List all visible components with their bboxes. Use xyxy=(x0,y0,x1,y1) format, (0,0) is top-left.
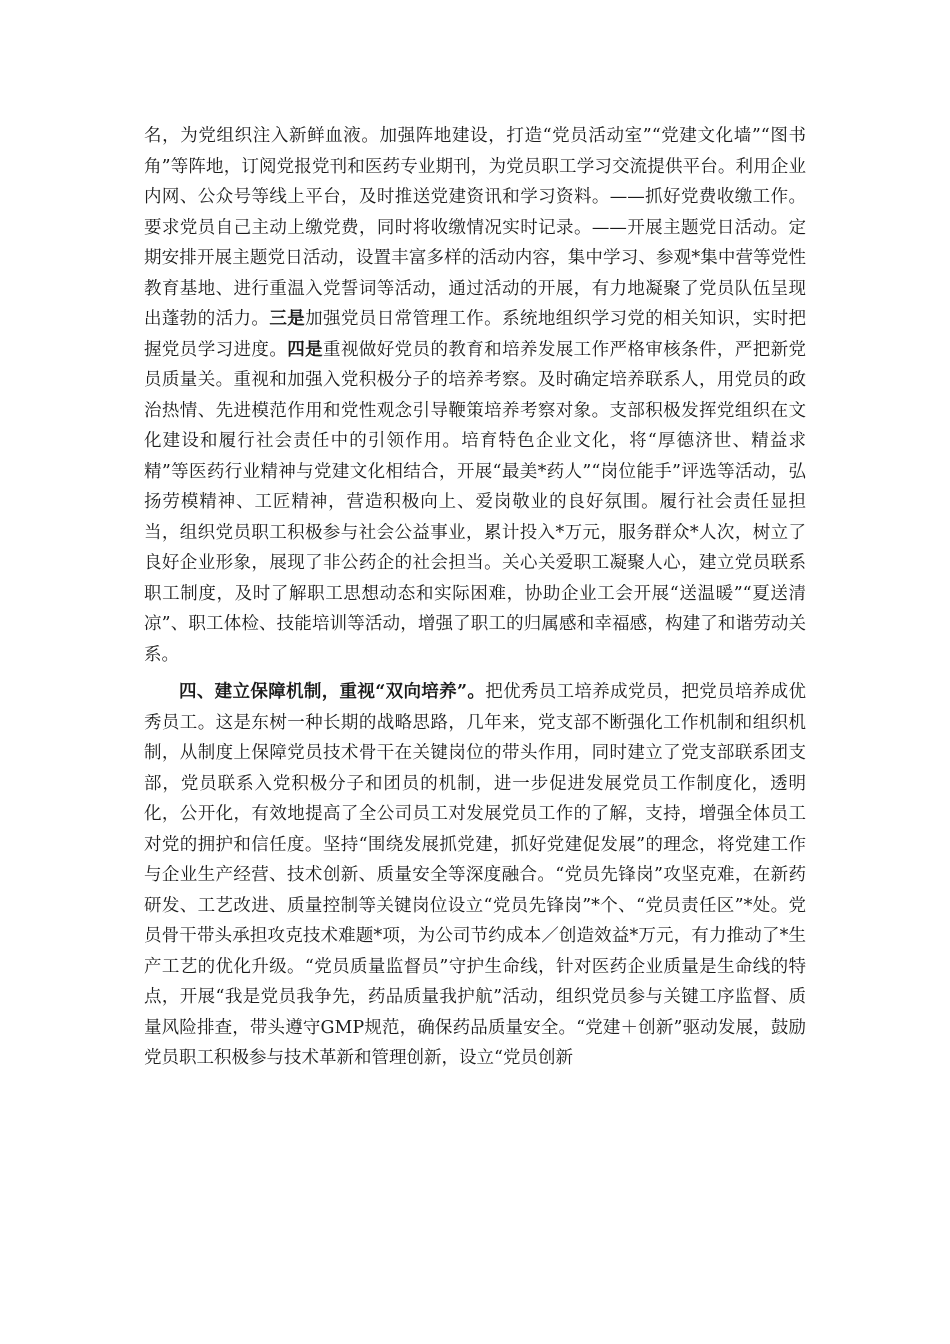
paragraph-text: 重视做好党员的教育和培养发展工作严格审核条件，严把新党员质量关。重视和加强入党积极分子的培养考察。及时确定培养联系人，用党员的政治热情、先进模范作用和党性观念引导鞭策培养考察对象。支部积极发挥党组织在文化建设和履行社会责任中的引领作用。培育特色企业文化，将“厚德济世、精益求精”等医药行业精神与党建文化相结合，开展“最美*药人”“岗位能手”评选等活动，弘扬劳模精神、工匠精神，营造积极向上、爱岗敬业的良好氛围。履行社会责任显担当，组织党员职工积极参与社会公益事业，累计投入*万元，服务群众*人次，树立了良好企业形象，展现了非公药企的社会担当。关心关爱职工凝聚人心，建立党员联系职工制度，及时了解职工思想动态和实际困难，协助企业工会开展“送温暖”“夏送清凉”、职工体检、技能培训等活动，增强了职工的归属感和幸福感，构建了和谐劳动关系。 xyxy=(144,339,807,665)
paragraph-section-four xyxy=(144,677,806,1074)
bold-lead-si-shi: 四是 xyxy=(287,339,324,360)
document-body xyxy=(144,121,806,1074)
bold-lead-san-shi: 三是 xyxy=(269,309,306,329)
paragraph-text: 把优秀员工培养成党员，把党员培养成优秀员工。这是东树一种长期的战略思路，几年来，党支部不断强化工作机制和组织机制，从制度上保障党员技术骨干在关键岗位的带头作用，同时建立了党支部联系团支部，党员联系入党积极分子和团员的机制，进一步促进发展党员工作制度化，透明化，公开化，有效地提高了全公司员工对发展党员工作的了解，支持，增强全体员工对党的拥护和信任度。坚持“围绕发展抓党建，抓好党建促发展”的理念，将党建工作与企业生产经营、技术创新、质量安全等深度融合。“党员先锋岗”攻坚克难，在新药研发、工艺改进、质量控制等关键岗位设立“党员先锋岗”*个、“党员责任区”*处。党员骨干带头承担攻克技术难题*项，为公司节约成本／创造效益*万元，有力推动了*生产工艺的优化升级。“党员质量监督员”守护生命线，针对医药企业质量是生命线的特点，开展“我是党员我争先，药品质量我护航”活动，组织党员参与关键工序监督、质量风险排查，带头遵守GMP规范，确保药品质量安全。“党建＋创新”驱动发展，鼓励党员职工积极参与技术革新和管理创新，设立“党员创新 xyxy=(144,682,806,1068)
paragraph-continued xyxy=(144,121,806,670)
paragraph-text: 名，为党组织注入新鲜血液。加强阵地建设，打造“党员活动室”“党建文化墙”“图书角”等阵地，订阅党报党刊和医药专业期刊，为党员职工学习交流提供平台。利用企业内网、公众号等线上平台，及时推送党建资讯和学习资料。——抓好党费收缴工作。要求党员自己主动上缴党费，同时将收缴情况实时记录。——开展主题党日活动。定期安排开展主题党日活动，设置丰富多样的活动内容，集中学习、参观*集中营等党性教育基地、进行重温入党誓词等活动，通过活动的开展，有力地凝聚了党员队伍呈现出蓬勃的活力。 xyxy=(144,126,806,329)
section-heading: 四、建立保障机制，重视“双向培养”。 xyxy=(179,682,486,702)
paragraph-text: 加强党员日常管理工作。系统地组织学习党的相关知识，实时把握党员学习进度。 xyxy=(144,309,807,360)
